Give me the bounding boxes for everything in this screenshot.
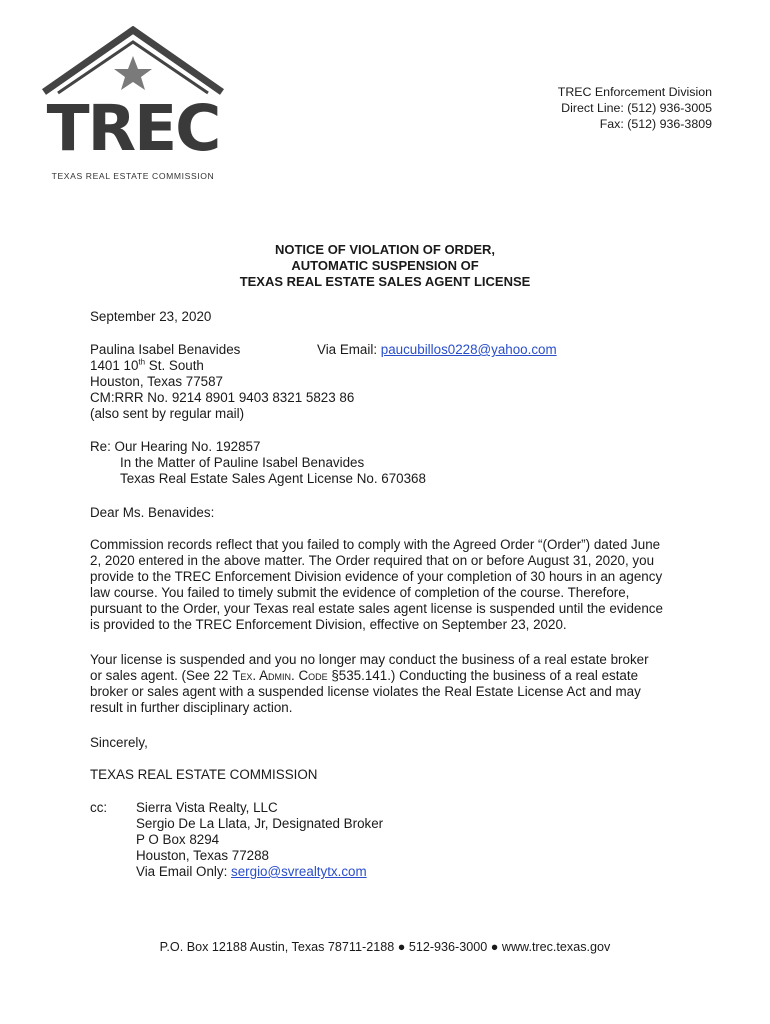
cc-email-row (136, 864, 383, 880)
signature-text: TEXAS REAL ESTATE COMMISSION (90, 767, 318, 782)
signature (90, 767, 682, 783)
fax-number: Fax: (512) 936-3809 (599, 117, 712, 131)
recipient-email-link[interactable]: paucubillos0228@yahoo.com (380, 342, 557, 357)
letter-date (90, 309, 682, 325)
street-suffix: th (138, 357, 146, 367)
hearing-number: Re: Our Hearing No. 192857 (90, 439, 261, 454)
cc-via-label: Via Email Only: (136, 864, 232, 879)
salutation-text: Dear Ms. Benavides: (90, 505, 215, 520)
paragraph-line: 2, 2020 entered in the above matter. The Order required that on or before August 31, 2020, you (90, 553, 655, 568)
title-line: AUTOMATIC SUSPENSION OF (291, 258, 479, 273)
paragraph-line: pursuant to the Order, your Texas real estate sales agent license is suspended until the evidence (90, 601, 663, 616)
cc-email-link[interactable]: sergio@svrealtytx.com (231, 864, 367, 879)
paragraph-line: Commission records reflect that you failed to comply with the Agreed Order “(Order”) dated June (90, 537, 661, 552)
contact-info (558, 84, 712, 132)
code-citation: Tex. Admin. Code (232, 668, 328, 683)
paragraph-line: result in further disciplinary action. (90, 700, 293, 715)
via-email-label: Via Email: (317, 342, 381, 357)
logo-wordmark: TREC (46, 92, 220, 165)
license-number: Texas Real Estate Sales Agent License No. 670368 (120, 471, 426, 486)
cc-lines (136, 800, 383, 880)
paragraph-violation (90, 537, 682, 633)
recipient-street (90, 358, 682, 374)
reference-block (90, 439, 682, 487)
cc-city: Houston, Texas 77288 (136, 848, 270, 863)
logo-subtitle: TEXAS REAL ESTATE COMMISSION (51, 171, 215, 181)
title-line: NOTICE OF VIOLATION OF ORDER, (274, 242, 496, 257)
direct-line: Direct Line: (512) 936-3005 (561, 101, 712, 115)
notice-title (0, 242, 770, 290)
cc-label: cc: (90, 800, 108, 815)
regular-mail-note: (also sent by regular mail) (90, 406, 245, 421)
title-line: TEXAS REAL ESTATE SALES AGENT LICENSE (239, 274, 531, 289)
cc-company: Sierra Vista Realty, LLC (136, 800, 278, 815)
street-name: St. South (145, 358, 204, 373)
cc-broker: Sergio De La Llata, Jr, Designated Broker (136, 816, 384, 831)
paragraph-line: broker or sales agent with a suspended license violates the Real Estate License Act and may (90, 684, 641, 699)
salutation (90, 505, 682, 521)
recipient-address (90, 342, 682, 422)
division-name: TREC Enforcement Division (557, 85, 712, 99)
paragraph-line: Your license is suspended and you no longer may conduct the business of a real estate broker (90, 652, 649, 667)
paragraph-suspension (90, 652, 682, 716)
recipient-name: Paulina Isabel Benavides (90, 342, 241, 357)
text-run: §535.141.) Conducting the business of a real estate (327, 668, 639, 683)
trec-logo (40, 26, 226, 186)
closing (90, 735, 682, 751)
text-run: or sales agent. (See 22 (90, 668, 233, 683)
paragraph-line (90, 668, 682, 684)
star-icon (114, 56, 152, 90)
recipient-city: Houston, Texas 77587 (90, 374, 224, 389)
certified-mail-number: CM:RRR No. 9214 8901 9403 8321 5823 86 (90, 390, 355, 405)
matter-name: In the Matter of Pauline Isabel Benavides (120, 455, 365, 470)
paragraph-line: provide to the TREC Enforcement Division evidence of your completion of 30 hours in an agency (90, 569, 663, 584)
cc-block (90, 800, 682, 890)
street-number: 1401 10 (90, 358, 139, 373)
recipient-name-row (90, 342, 682, 358)
cc-po-box: P O Box 8294 (136, 832, 220, 847)
paragraph-line: law course. You failed to timely submit the evidence of completion of the course. Therefore, (90, 585, 630, 600)
footer-address: P.O. Box 12188 Austin, Texas 78711-2188 ● 512-936-3000 ● www.trec.texas.gov (159, 940, 611, 954)
recipient-email-row (317, 342, 557, 358)
date-text: September 23, 2020 (90, 309, 212, 324)
closing-text: Sincerely, (90, 735, 148, 750)
paragraph-line: is provided to the TREC Enforcement Division, effective on September 23, 2020. (90, 617, 567, 632)
